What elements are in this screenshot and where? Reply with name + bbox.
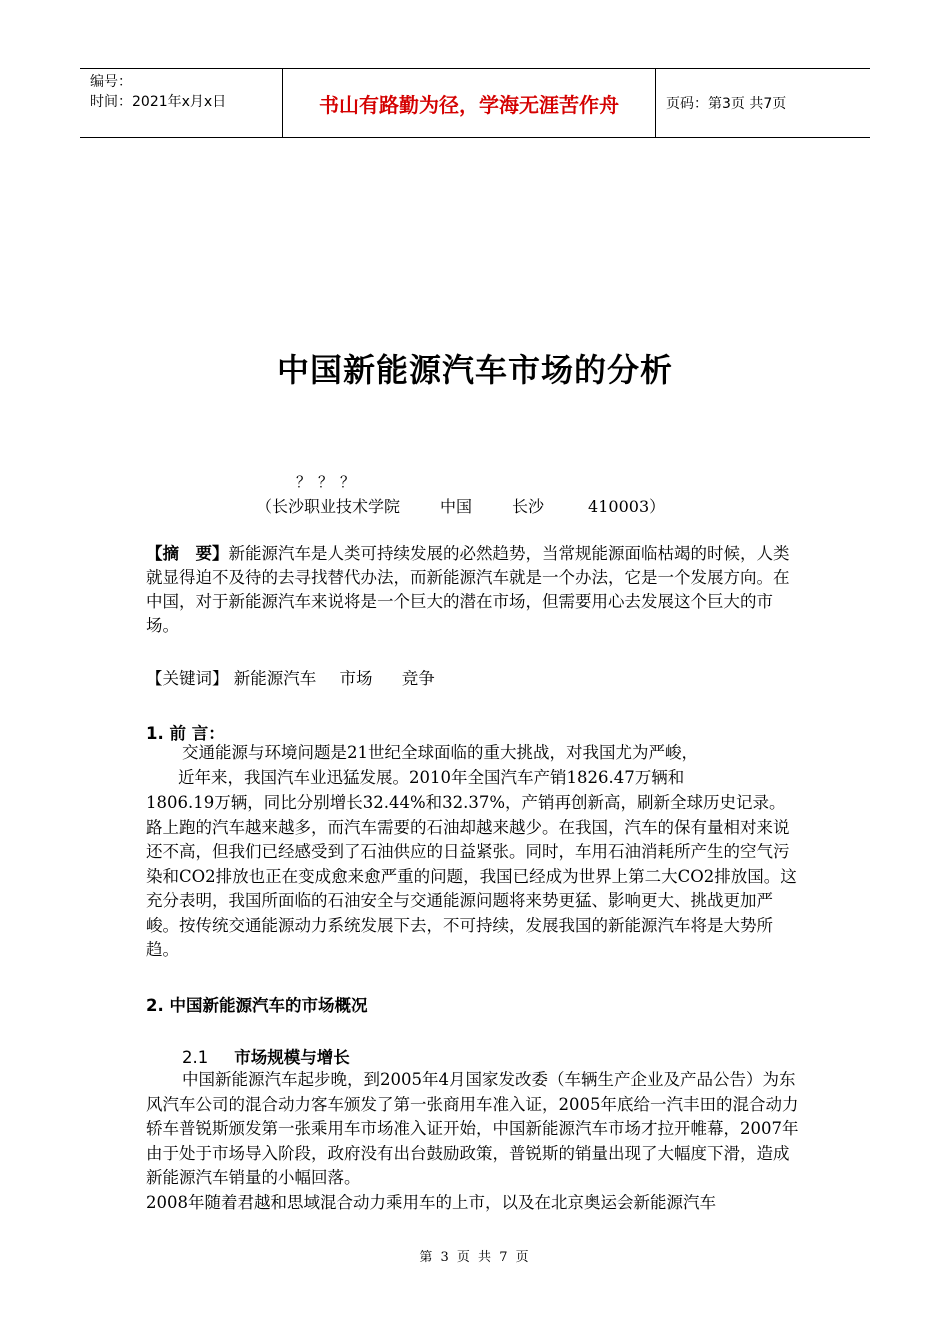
section2-heading: 2. 中国新能源汽车的市场概况	[146, 996, 368, 1015]
section1-line1: 交通能源与环境问题是21世纪全球面临的重大挑战，对我国尤为严峻，	[182, 743, 698, 762]
abstract-text: 新能源汽车是人类可持续发展的必然趋势，当常规能源面临枯竭的时候，人类就显得迫不及待的去寻找替代办法，而新能源汽车就是一个办法，它是一个发展方向。在中国，对于新能源汽车来说将是一个巨大的潜在市场，但需要用心去发展这个巨大的市场。	[146, 544, 790, 635]
keyword-item: 市场	[339, 669, 373, 688]
section2-paragraph: 中国新能源汽车起步晚，到2005年4月国家发改委（车辆生产企业及产品公告）为东风汽车公司的混合动力客车颁发了第一张商用车准入证，2005年底给一汽丰田的混合动力轿车普锐斯颁发第一张乘用车市场准入证开始，中国新能源汽车市场才拉开帷幕，2007年由于处于市场导入阶段，政府没有出台鼓励政策，普锐斯的销量出现了大幅度下滑，造成新能源汽车销量的小幅回落。	[146, 1070, 799, 1187]
header-motto: 书山有路勤为径，学海无涯苦作舟	[282, 69, 656, 137]
section1-paragraph: 1806.19万辆，同比分别增长32.44%和32.37%，产销再创新高，刷新全球历史记录。路上跑的汽车越来越多，而汽车需要的石油却越来越少。在我国，汽车的保有量相对来说还不高，但我们已经感受到了石油供应的日益紧张。同时，车用石油消耗所产生的空气污染和CO2排放也正在变成愈来愈严重的问题，我国已经成为世界上第二大CO2排放国。这充分表明，我国所面临的石油安全与交通能源问题将来势更猛、影响更大、挑战更加严峻。按传统交通能源动力系统发展下去，不可持续，发展我国的新能源汽车将是大势所趋。	[146, 793, 797, 959]
code-label: 编号：	[90, 74, 132, 90]
affiliation	[256, 494, 665, 517]
abstract-label: 【摘 要】	[146, 544, 229, 563]
keywords	[146, 667, 435, 691]
affiliation-postcode: 410003）	[588, 497, 666, 516]
author-line: ？？？	[296, 473, 363, 491]
keywords-label: 【关键词】	[146, 669, 229, 688]
header-page-number: 页码：第3页 共7页	[666, 96, 787, 112]
document-title: 中国新能源汽车市场的分析	[276, 351, 673, 389]
section1-line2: 近年来，我国汽车业迅猛发展。2010年全国汽车产销1826.47万辆和	[178, 768, 685, 787]
section1-heading: 1. 前 言：	[146, 724, 225, 743]
subsection-title: 市场规模与增长	[234, 1048, 350, 1067]
date-label: 时间：2021年x月x日	[90, 94, 227, 110]
header-meta	[80, 69, 282, 137]
page-footer: 第 3 页 共 7 页	[419, 1250, 531, 1265]
affiliation-city: 长沙	[512, 497, 545, 516]
abstract	[146, 542, 801, 638]
subsection-2-1-heading	[182, 1044, 350, 1068]
section2-paragraph-continued: 2008年随着君越和思域混合动力乘用车的上市，以及在北京奥运会新能源汽车	[146, 1193, 716, 1212]
subsection-number: 2.1	[182, 1048, 209, 1067]
page-header	[80, 68, 870, 138]
keyword-item: 竞争	[401, 669, 435, 688]
affiliation-school: （长沙职业技术学院	[256, 497, 401, 516]
affiliation-country: 中国	[440, 497, 473, 516]
keyword-item: 新能源汽车	[233, 669, 317, 688]
